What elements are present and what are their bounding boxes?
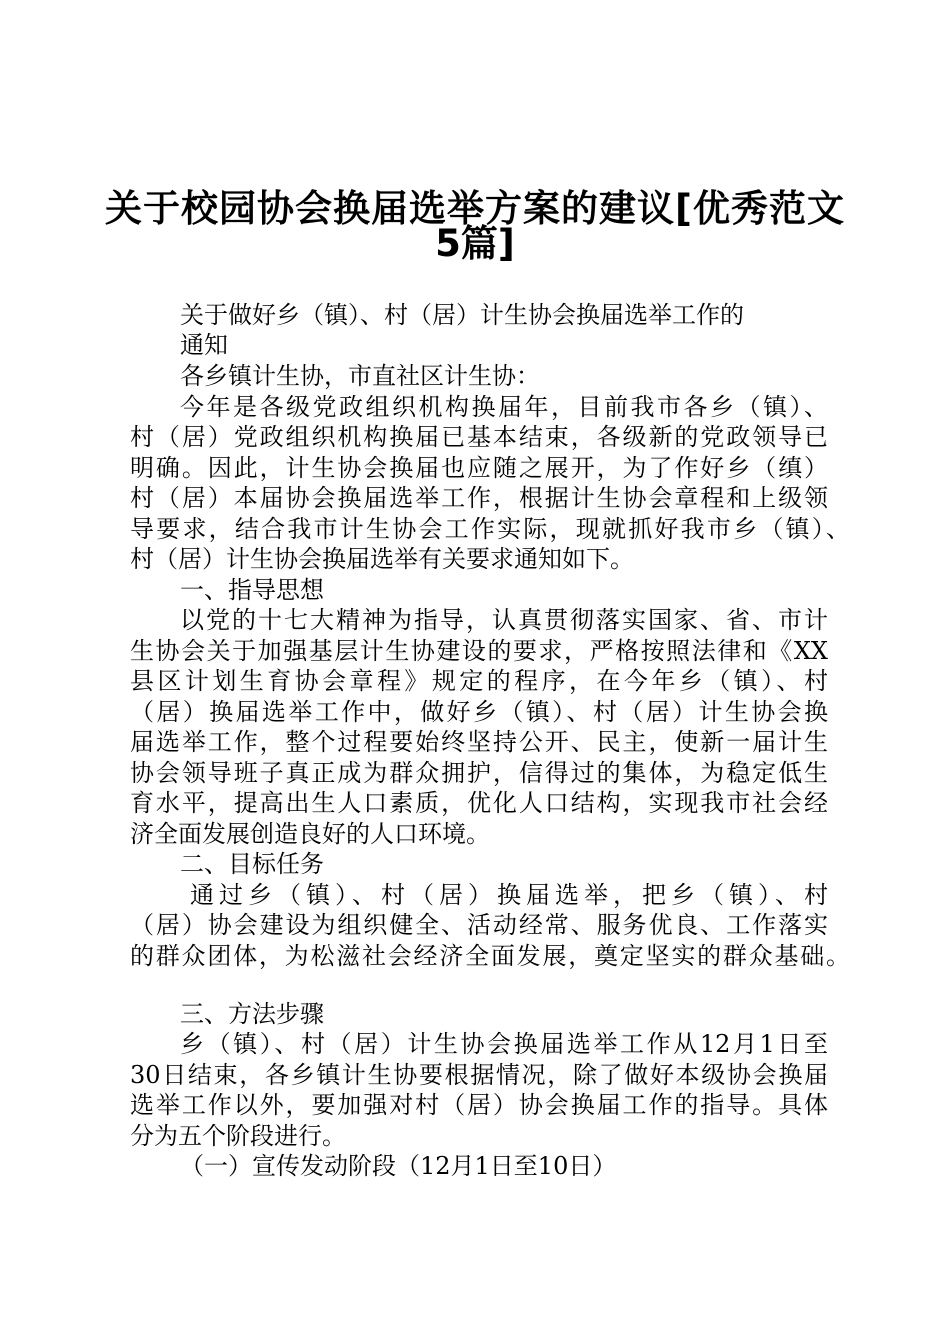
body-line: 分为五个阶段进行。 [130, 1122, 346, 1150]
subsection-heading-1: （一）宣传发动阶段（12月1日至10日） [180, 1152, 617, 1180]
body-line: 导要求，结合我市计生协会工作实际，现就抓好我市乡（镇）、 [130, 515, 850, 543]
body-line: （居）协会建设为组织健全、活动经常、服务优良、工作落实 [130, 911, 828, 939]
body-line: 生协会关于加强基层计生协建设的要求，严格按照法律和《XX [130, 637, 828, 665]
document-title-line-2: 5篇] [435, 222, 515, 265]
body-line: 育水平，提高出生人口素质，优化人口结构，实现我市社会经 [130, 789, 828, 817]
body-line: 村（居）计生协会换届选举有关要求通知如下。 [130, 545, 634, 573]
section-heading-3: 三、方法步骤 [180, 1000, 324, 1028]
body-line: 的群众团体，为松滋社会经济全面发展，奠定坚实的群众基础。 [130, 942, 850, 970]
body-line: 届选举工作，整个过程要始终坚持公开、民主，使新一届计生 [130, 728, 828, 756]
body-line: 今年是各级党政组织机构换届年，目前我市各乡（镇）、 [180, 393, 828, 421]
section-heading-1: 一、指导思想 [180, 576, 324, 604]
body-line: 县区计划生育协会章程》规定的程序，在今年乡（镇）、村 [130, 667, 828, 695]
body-line: 选举工作以外，要加强对村（居）协会换届工作的指导。具体 [130, 1091, 828, 1119]
body-line: 通过乡（镇）、村（居）换届选举，把乡（镇）、村 [190, 881, 828, 909]
body-line: 以党的十七大精神为指导，认真贯彻落实国家、省、市计 [180, 606, 828, 634]
body-line: 明确。因此，计生协会换届也应随之展开，为了作好乡（缜） [130, 454, 828, 482]
body-line: 村（居）党政组织机构换届已基本结束，各级新的党政领导已 [130, 423, 828, 451]
body-line: 乡（镇）、村（居）计生协会换届选举工作从12月1日至 [180, 1030, 828, 1058]
body-line: 村（居）本届协会换届选举工作，根据计生协会章程和上级领 [130, 484, 828, 512]
salutation: 各乡镇计生协，市直社区计生协： [180, 362, 540, 390]
document-title-line-1: 关于校园协会换届选举方案的建议[优秀范文 [105, 187, 845, 230]
body-line: （居）换届选举工作中，做好乡（镇）、村（居）计生协会换 [130, 698, 828, 726]
body-line: 济全面发展创造良好的人口环境。 [130, 820, 490, 848]
body-line: 30日结束，各乡镇计生协要根据情况，除了做好本级协会换届 [130, 1061, 828, 1089]
body-line: 协会领导班子真正成为群众拥护，信得过的集体，为稳定低生 [130, 759, 828, 787]
section-heading-2: 二、目标任务 [180, 850, 324, 878]
notice-title-line-2: 通知 [180, 331, 228, 359]
notice-title-line-1: 关于做好乡（镇）、村（居）计生协会换届选举工作的 [180, 301, 744, 329]
